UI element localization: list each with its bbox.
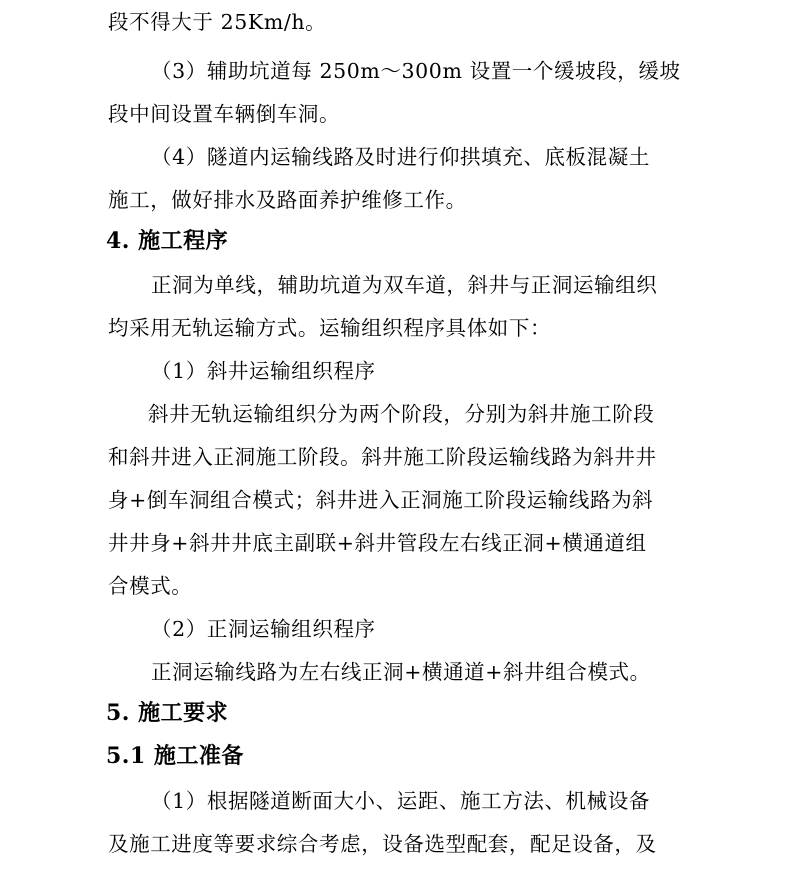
section-heading-5: 5. 施工要求 xyxy=(106,700,229,726)
text-line-prep-item-1-cont: 及施工进度等要求综合考虑，设备选型配套，配足设备，及 xyxy=(108,832,657,856)
paragraph-line-5: 身+倒车洞组合模式；斜井进入正洞施工阶段运输线路为斜 xyxy=(108,488,654,512)
paragraph-line-4: 和斜井进入正洞施工阶段。斜井施工阶段运输线路为斜井井 xyxy=(108,445,657,469)
section-heading-5-1: 5.1 施工准备 xyxy=(106,743,244,769)
paragraph-line-2: 均采用无轨运输方式。运输组织程序具体如下： xyxy=(108,316,552,340)
paragraph-line-6: 井井身+斜井井底主副联+斜井管段左右线正洞+横通道组 xyxy=(108,531,647,555)
text-line-item-4-end: 施工，做好排水及路面养护维修工作。 xyxy=(108,188,467,212)
paragraph-line-3: 斜井无轨运输组织分为两个阶段，分别为斜井施工阶段 xyxy=(148,402,655,426)
text-line-item-4-start: （4）隧道内运输线路及时进行仰拱填充、底板混凝土 xyxy=(151,145,650,169)
paragraph-line-7: 合模式。 xyxy=(108,574,193,598)
text-line-speed-limit: 段不得大于 25Km/h。 xyxy=(108,10,327,34)
text-line-item-3-start: （3）辅助坑道每 250m～300m 设置一个缓坡段，缓坡 xyxy=(151,59,681,83)
paragraph-line-8: 正洞运输线路为左右线正洞+横通道+斜井组合模式。 xyxy=(151,660,651,684)
paragraph-line-1: 正洞为单线，辅助坑道为双车道，斜井与正洞运输组织 xyxy=(151,273,658,297)
text-line-item-3-end: 段中间设置车辆倒车洞。 xyxy=(108,102,341,126)
subheading-incline-shaft: （1）斜井运输组织程序 xyxy=(151,359,376,383)
section-heading-4: 4. 施工程序 xyxy=(106,228,229,254)
subheading-main-tunnel: （2）正洞运输组织程序 xyxy=(151,617,376,641)
text-line-prep-item-1-start: （1）根据隧道断面大小、运距、施工方法、机械设备 xyxy=(151,789,650,813)
